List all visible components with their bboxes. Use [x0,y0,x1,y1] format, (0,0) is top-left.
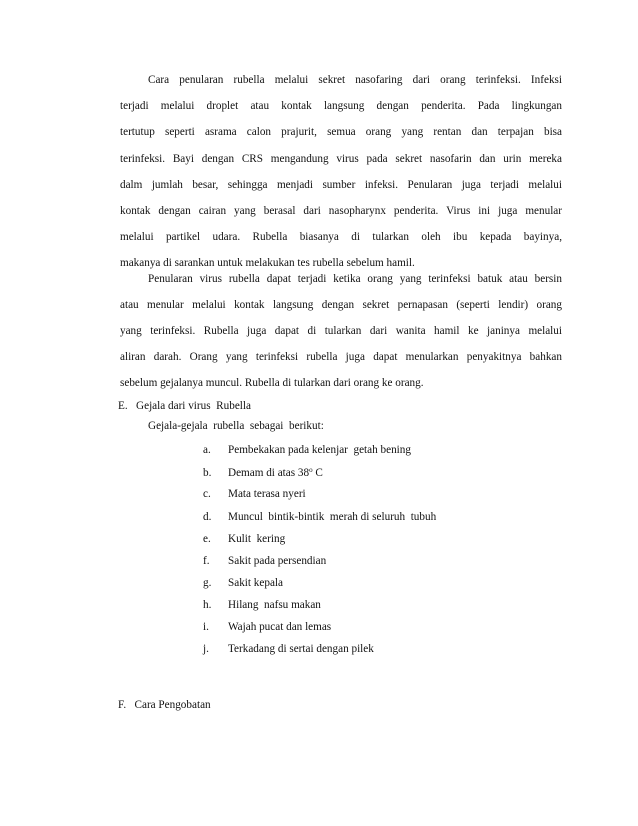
list-item-text: Pembekakan pada kelenjar getah bening [228,444,411,456]
list-marker: b. [203,467,212,479]
list-item-text: Mata terasa nyeri [228,488,306,500]
paragraph-line: kontak dengan cairan yang berasal dari nasopharynx penderita. Virus ini juga menular [120,205,562,217]
paragraph-line: melalui partikel udara. Rubella biasanya di tularkan oleh ibu kepada bayinya, [120,231,562,243]
paragraph-line: tertutup seperti asrama calon prajurit, semua orang yang rentan dan terpajan bisa [120,126,562,138]
list-item-text: Sakit kepala [228,577,283,589]
paragraph-line: aliran darah. Orang yang terinfeksi rubella juga dapat menularkan penyakitnya bahkan [120,351,562,363]
section-f-heading: F. Cara Pengobatan [118,699,211,711]
section-e-heading: E. Gejala dari virus Rubella [118,400,251,412]
list-item-text [228,466,323,480]
list-item-text: Wajah pucat dan lemas [228,621,332,633]
paragraph-line: sebelum gejalanya muncul. Rubella di tularkan dari orang ke orang. [120,377,424,389]
list-marker: e. [203,533,211,545]
list-marker: d. [203,511,212,523]
list-marker: i. [203,621,209,633]
paragraph-line: terjadi melalui droplet atau kontak langsung dengan penderita. Pada lingkungan [120,100,562,112]
list-item-text-part: Demam di atas 38 [228,467,310,479]
paragraph-line: atau menular melalui kontak langsung dengan sekret pernapasan (seperti lendir) orang [120,299,562,311]
paragraph-line: terinfeksi. Bayi dengan CRS mengandung virus pada sekret nasofarin dan urin mereka [120,153,562,165]
degree-superscript: o [309,466,313,474]
list-marker: c. [203,488,211,500]
list-item-text-part: C [312,467,323,479]
list-item-text: Terkadang di sertai dengan pilek [228,643,374,655]
list-item-text: Sakit pada persendian [228,555,327,567]
section-e-intro: Gejala-gejala rubella sebagai berikut: [148,420,324,432]
paragraph-line: Cara penularan rubella melalui sekret nasofaring dari orang terinfeksi. Infeksi [148,74,562,86]
list-item-text: Hilang nafsu makan [228,599,321,611]
list-marker: a. [203,444,211,456]
list-item-text: Muncul bintik-bintik merah di seluruh tubuh [228,511,437,523]
list-marker: f. [203,555,210,567]
list-marker: j. [203,643,209,655]
paragraph-line: yang terinfeksi. Rubella juga dapat di tularkan dari wanita hamil ke janinya melalui [120,325,562,337]
list-marker: h. [203,599,212,611]
paragraph-line: makanya di sarankan untuk melakukan tes rubella sebelum hamil. [120,257,415,269]
paragraph-line: Penularan virus rubella dapat terjadi ketika orang yang terinfeksi batuk atau bersin [148,273,562,285]
list-item-text: Kulit kering [228,533,286,545]
list-marker: g. [203,577,212,589]
paragraph-line: dalm jumlah besar, sehingga menjadi sumber infeksi. Penularan juga terjadi melalui [120,179,562,191]
